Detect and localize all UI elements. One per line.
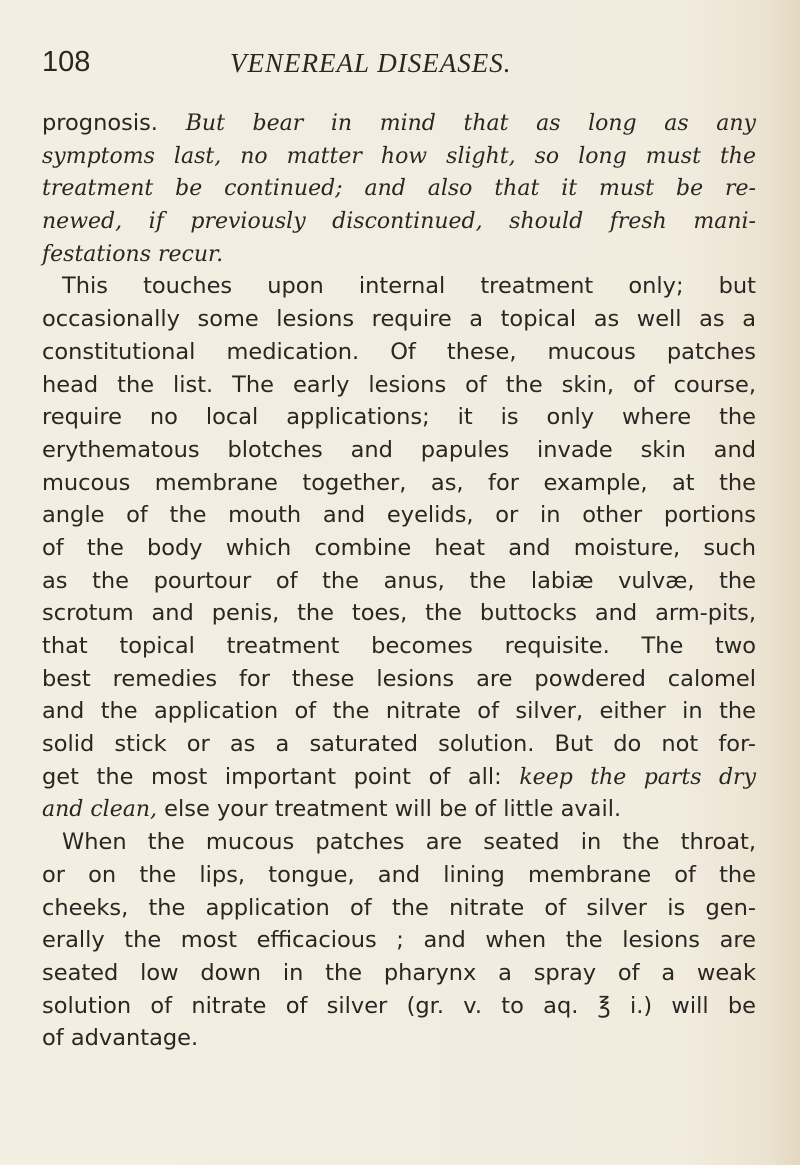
- text-line: [42, 597, 756, 630]
- text-segment: seated low down in the pharynx a spray of a weak: [42, 959, 756, 986]
- text-line: [42, 532, 756, 565]
- text-segment: as the pourtour of the anus, the labiæ vulvæ, the: [42, 567, 756, 594]
- text-line: [42, 270, 756, 303]
- page-number: 108: [42, 46, 91, 78]
- text-line: [42, 140, 756, 173]
- text-line: [42, 369, 756, 402]
- text-segment: or on the lips, tongue, and lining membrane of the: [42, 861, 756, 888]
- italic-text-segment: and clean,: [42, 797, 158, 823]
- text-segment: head the list. The early lesions of the skin, of course,: [42, 371, 756, 398]
- text-segment: of advantage.: [42, 1025, 199, 1052]
- text-segment: This touches upon internal treatment only; but: [62, 273, 756, 300]
- italic-text-segment: symptoms last, no matter how slight, so long must the: [42, 143, 756, 169]
- page-header: [42, 46, 762, 86]
- text-line: [42, 695, 756, 728]
- italic-text-segment: treatment be continued; and also that it must be re-: [42, 176, 756, 202]
- text-segment: scrotum and penis, the toes, the buttocks and arm-pits,: [42, 600, 756, 627]
- text-segment: cheeks, the application of the nitrate of silver is gen-: [42, 894, 756, 921]
- text-line: [42, 336, 756, 369]
- text-line: [42, 892, 756, 925]
- text-line: [42, 467, 756, 500]
- italic-text-segment: keep the parts dry: [519, 764, 756, 790]
- text-line: [42, 957, 756, 990]
- text-segment: prognosis.: [42, 110, 186, 136]
- text-line: [42, 1022, 756, 1055]
- text-line: [42, 434, 756, 467]
- body-text: [42, 107, 756, 1055]
- text-segment: occasionally some lesions require a topical as well as a: [42, 306, 756, 333]
- text-line: [42, 793, 756, 826]
- text-line: [42, 238, 756, 271]
- text-segment: angle of the mouth and eyelids, or in other portions: [42, 502, 756, 529]
- text-line: [42, 205, 756, 238]
- text-segment: else your treatment will be of little avail.: [157, 796, 622, 823]
- text-line: [42, 172, 756, 205]
- text-segment: get the most important point of all:: [42, 763, 520, 790]
- text-line: [42, 303, 756, 336]
- text-line: [42, 401, 756, 434]
- text-line: [42, 565, 756, 598]
- text-line: [42, 859, 756, 892]
- text-segment: erythematous blotches and papules invade skin and: [42, 436, 756, 463]
- text-segment: When the mucous patches are seated in the throat,: [62, 829, 756, 856]
- text-segment: require no local applications; it is only where the: [42, 404, 756, 431]
- text-segment: of the body which combine heat and moisture, such: [42, 534, 756, 561]
- running-title: VENEREAL DISEASES.: [230, 48, 512, 78]
- text-segment: best remedies for these lesions are powdered calomel: [42, 665, 756, 692]
- text-line: [42, 826, 756, 859]
- text-segment: erally the most efficacious ; and when the lesions are: [42, 927, 756, 954]
- text-line: [42, 728, 756, 761]
- text-segment: and the application of the nitrate of silver, either in the: [42, 698, 756, 725]
- text-line: [42, 663, 756, 696]
- italic-text-segment: festations recur.: [42, 241, 224, 267]
- text-line: [42, 990, 756, 1023]
- text-segment: solid stick or as a saturated solution. But do not for-: [42, 731, 756, 758]
- text-line: [42, 107, 756, 140]
- text-line: [42, 761, 756, 794]
- text-segment: solution of nitrate of silver (gr. v. to aq. ℥ i.) will be: [42, 992, 756, 1019]
- text-line: [42, 499, 756, 532]
- text-segment: mucous membrane together, as, for example, at the: [42, 469, 756, 496]
- text-line: [42, 630, 756, 663]
- italic-text-segment: newed, if previously discontinued, should fresh mani-: [42, 209, 756, 235]
- text-segment: constitutional medication. Of these, mucous patches: [42, 338, 756, 365]
- text-line: [42, 924, 756, 957]
- text-segment: that topical treatment becomes requisite. The two: [42, 633, 756, 659]
- italic-text-segment: But bear in mind that as long as any: [185, 111, 756, 136]
